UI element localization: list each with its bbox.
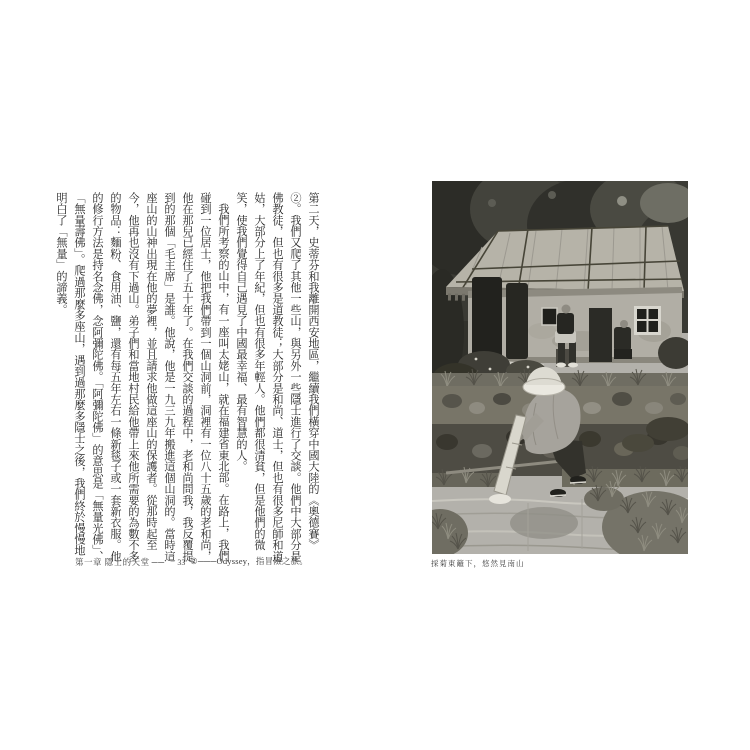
page-number: 33 bbox=[177, 558, 186, 567]
photo-caption: 採菊東籬下，悠然見南山 bbox=[431, 559, 525, 568]
footnote: ②───Odyssey，指冒險之旅。 bbox=[190, 556, 309, 566]
doorway-left bbox=[472, 277, 502, 363]
window-right bbox=[634, 306, 661, 335]
paragraph-1: 第二天，史蒂芬和我離開西安地區，繼續我們橫穿中國大陸的《奧德賽》②。我們又爬了其他一些山，與另外一些隱士進行了交談。他們中大部分是佛教徒，但也有很多是道教徒；大部分是和尚、道士，但也有很多尼師和道姑，大部分上了年紀，但也有很多年輕人。他們都很清貧，但是他們的微笑，使我們覺得自己遇見了中國最幸福、最有智慧的人。 bbox=[235, 192, 319, 562]
chapter-label: 第一章 bbox=[75, 557, 103, 567]
photo bbox=[432, 181, 688, 554]
footer-dash: ── bbox=[151, 557, 165, 567]
door-center bbox=[589, 308, 612, 362]
photo-illustration bbox=[432, 181, 688, 554]
water-splash bbox=[489, 494, 511, 504]
doorway-second bbox=[506, 283, 528, 359]
paragraph-2: 我們所考察的山中，有一座叫太姥山，就在福建省東北部。在路上，我們碰到一位居士，他把我們帶到一個山洞前，洞裡有一位八十五歲的老和尚，他在那兒已經住了五十年了。在我們交談的過程中，老和尚問我，我反覆提到的那個「毛主席」是誰。他說，他是一九三九年搬進這個山洞的。當時這座山的山神出現在他的夢裡，並且請求他做這座山的保護者。從那時起至今，他再也沒有下過山。弟子們和當地村民給他帶上來他所需要的為數不多的物品：麵粉、食用油、鹽，還有每五年左右一條新毯子或一套新衣服。他的修行方法是持名念佛，念阿彌陀佛。「阿彌陀佛」的意思是「無量光佛」、「無量壽佛」。爬過那麼多座山，遇到過那麼多隱士之後，我們終於慢慢地明白了「無量」的諦義。 bbox=[55, 192, 229, 562]
section-title: 隱士的天堂 bbox=[104, 557, 150, 567]
vertical-text-block bbox=[50, 192, 322, 564]
page-footer bbox=[75, 557, 185, 568]
window-small bbox=[542, 308, 557, 325]
